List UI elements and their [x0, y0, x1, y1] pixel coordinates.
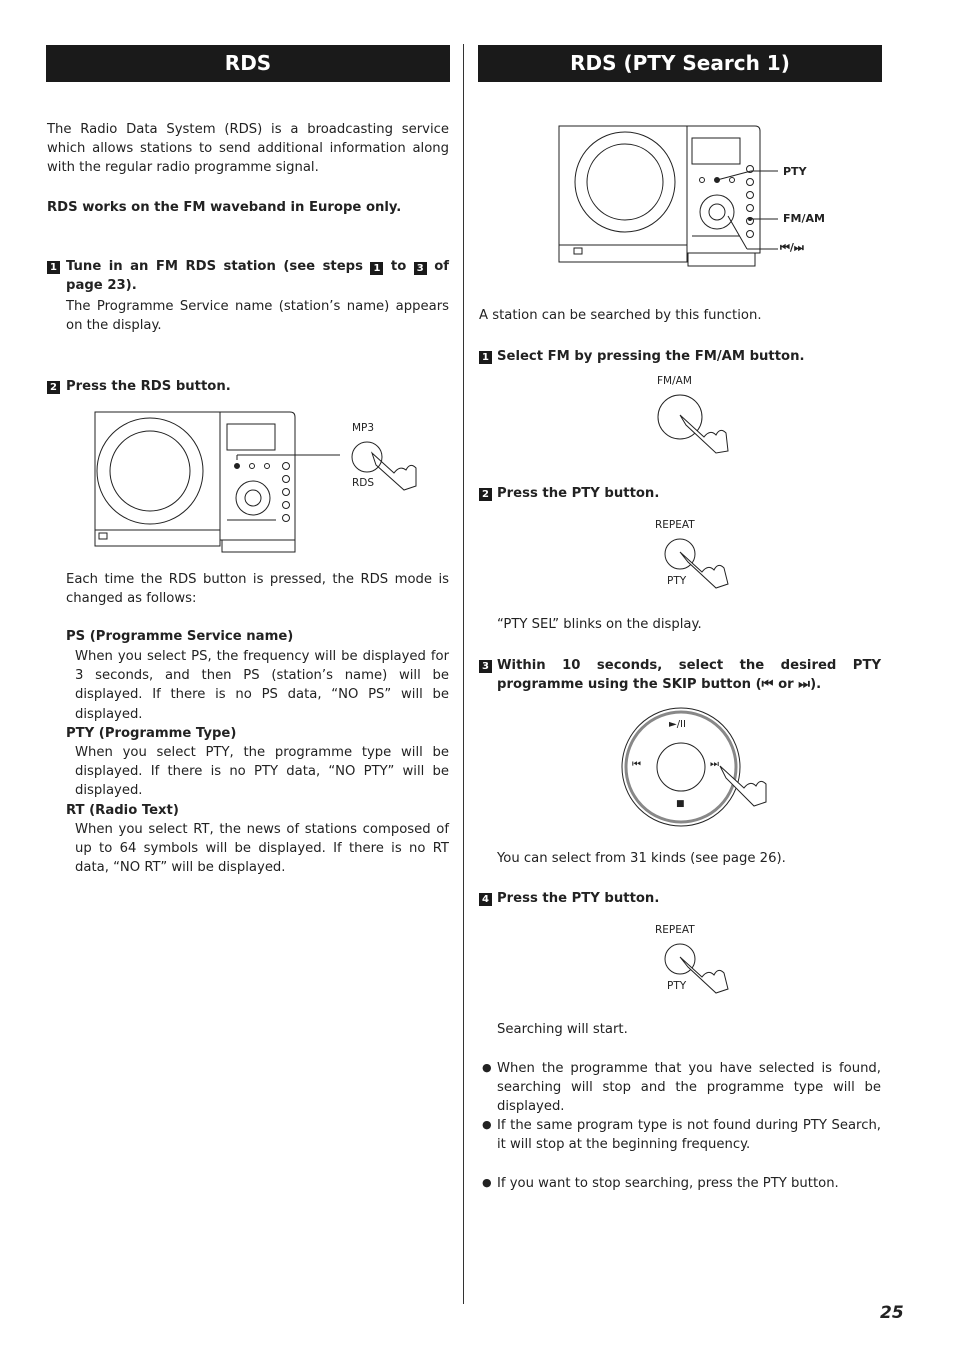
stereo-illustration [94, 410, 424, 555]
step1-body: The Programme Service name (station’s name) appears on the display. [66, 299, 449, 334]
page-number: 25 [880, 1303, 904, 1323]
fig-label-pty: PTY [783, 165, 807, 178]
fig-label-repeat: REPEAT [655, 519, 695, 531]
step-number: 3 [479, 660, 492, 673]
step-number: 1 [479, 351, 492, 364]
fig-label-pty-button: PTY [667, 575, 687, 587]
step-number: 2 [479, 488, 492, 501]
fig-label-rds: RDS [352, 477, 375, 489]
rds-mode-intro: Each time the RDS button is pressed, the RDS mode is changed as follows: [66, 572, 449, 607]
fig-label-mp3: MP3 [352, 422, 375, 434]
mode-rt-body: When you select RT, the news of stations composed of up to 64 symbols will be displayed. If there is no RT data, “NO RT” will be displayed. [75, 822, 449, 876]
fig-label-pty-button: PTY [667, 980, 687, 992]
mode-pty-body: When you select PTY, the programme type will be displayed. If there is no PTY data, “NO PTY” will be displayed. [75, 745, 449, 799]
mode-pty-title: PTY (Programme Type) [66, 726, 237, 741]
pty-step1-title: Select FM by pressing the FM/AM button. [497, 349, 805, 364]
pty-step2-note: “PTY SEL” blinks on the display. [497, 617, 702, 632]
pty-step4-note: Searching will start. [497, 1022, 628, 1037]
pty-step4-title: Press the PTY button. [497, 891, 660, 906]
pty-step3-title: Within 10 seconds, select the desired PTY programme using the SKIP button (⏮ or ⏭). [497, 658, 881, 693]
fmam-button-press [656, 393, 736, 455]
bullet-text: If the same program type is not found during PTY Search, it will stop at the beginning frequency. [497, 1118, 881, 1153]
wheel-skip-back: ⏮ [632, 759, 641, 770]
fig-label-fmam: FM/AM [783, 212, 825, 225]
pty-step2-title: Press the PTY button. [497, 486, 660, 501]
fig-label-repeat: REPEAT [655, 924, 695, 936]
left-header: RDS [46, 45, 450, 82]
column-divider [463, 44, 464, 1304]
pty-intro: A station can be searched by this function. [479, 308, 762, 323]
bullet-icon: ● [482, 1176, 492, 1189]
wheel-stop: ■ [676, 799, 685, 809]
step-number: 4 [479, 893, 492, 906]
wheel-play-pause: ►/II [669, 719, 686, 730]
fig-label-skip: ⏮/⏭ [780, 241, 804, 254]
step1-title: Tune in an FM RDS station (see steps 1 to 3 of page 23). [66, 259, 450, 294]
mode-ps-body: When you select PS, the frequency will be displayed for 3 seconds, and then PS (station’s name) will be displayed. If there is no PS data, “NO PS” will be displayed. [75, 649, 449, 722]
step-number: 1 [47, 261, 60, 274]
bullet-text: If you want to stop searching, press the PTY button. [497, 1176, 839, 1191]
pty-step3-note: You can select from 31 kinds (see page 26). [497, 851, 786, 866]
mode-rt-title: RT (Radio Text) [66, 803, 179, 818]
bullet-icon: ● [482, 1061, 492, 1074]
bullet-text: When the programme that you have selected is found, searching will stop and the programme type will be displayed. [497, 1061, 881, 1115]
step2-title: Press the RDS button. [66, 379, 231, 394]
skip-wheel-illustration [620, 706, 770, 830]
bullet-icon: ● [482, 1118, 492, 1131]
rds-intro: The Radio Data System (RDS) is a broadcasting service which allows stations to send additional information along with the regular radio programme signal. [47, 122, 449, 176]
rds-fm-note: RDS works on the FM waveband in Europe only. [47, 200, 402, 215]
fig-label-fmam-button: FM/AM [657, 375, 692, 387]
right-header: RDS (PTY Search 1) [478, 45, 882, 82]
mode-ps-title: PS (Programme Service name) [66, 629, 294, 644]
wheel-skip-forward: ⏭ [710, 759, 719, 770]
step-number: 2 [47, 381, 60, 394]
